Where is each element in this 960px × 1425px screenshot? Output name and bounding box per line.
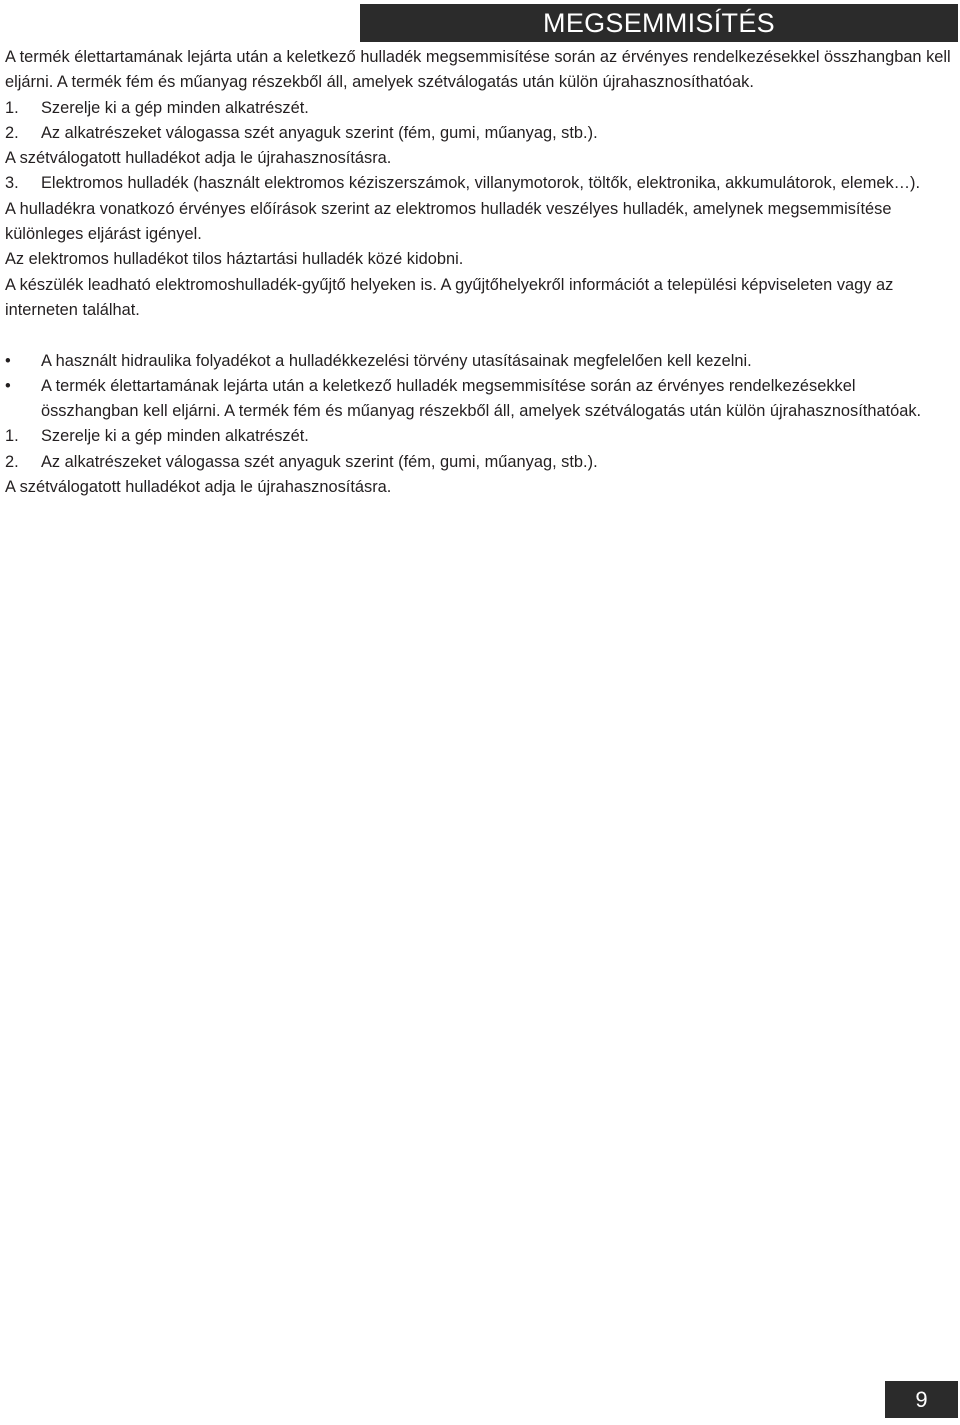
- bullet-icon: •: [5, 376, 11, 395]
- step-number: 1.: [5, 427, 19, 446]
- step-text: Szerelje ki a gép minden alkatrészét.: [41, 98, 309, 117]
- step-text: Az alkatrészeket válogassa szét anyaguk szerint (fém, gumi, műanyag, stb.).: [41, 123, 598, 142]
- step-number: 1.: [5, 98, 19, 117]
- step-text: Elektromos hulladék (használt elektromos kéziszerszámok, villanymotorok, töltők, elektronika, akkumulátorok, elemek…).: [41, 174, 921, 193]
- section-title-bar: [360, 4, 958, 42]
- step-1-repeat: [5, 424, 955, 449]
- household-paragraph: Az elektromos hulladékot tilos háztartási hulladék közé kidobni.: [5, 250, 464, 269]
- step-2: [5, 121, 955, 146]
- step-text: Szerelje ki a gép minden alkatrészét.: [41, 427, 309, 446]
- bullet-item: [5, 349, 955, 374]
- step-1: [5, 96, 955, 121]
- step-text: Az alkatrészeket válogassa szét anyaguk szerint (fém, gumi, műanyag, stb.).: [41, 452, 598, 471]
- bullet-text: A használt hidraulika folyadékot a hulladékkezelési törvény utasításainak megfelelően kell kezelni.: [41, 351, 752, 370]
- step-number: 2.: [5, 452, 19, 471]
- spacer: [5, 323, 955, 348]
- section-title: MEGSEMMISÍTÉS: [543, 7, 775, 38]
- step-number: 2.: [5, 123, 19, 142]
- step-2-repeat: [5, 450, 955, 475]
- page-number: 9: [915, 1386, 928, 1412]
- final-recycle-line: A szétválogatott hulladékot adja le újrahasznosításra.: [5, 478, 392, 497]
- bullet-text: A termék élettartamának lejárta után a keletkező hulladék megsemmisítése során az érvényes rendelkezésekkel összhangban kell eljárni. A termék fém és műanyag részekből áll, amelyek szétválogatás után külön újrahasznosíthatóak.: [41, 376, 922, 421]
- hazard-paragraph: A hulladékra vonatkozó érvényes előírások szerint az elektromos hulladék veszélyes hulladék, amelynek megsemmisítése különleges eljárást igényel.: [5, 199, 892, 244]
- page-number-box: [885, 1381, 958, 1418]
- collection-paragraph: A készülék leadható elektromoshulladék-gyűjtő helyeken is. A gyűjtőhelyekről információt a települési képviseleten vagy az interneten találhat.: [5, 275, 894, 319]
- intro-paragraph: A termék élettartamának lejárta után a keletkező hulladék megsemmisítése során az érvényes rendelkezésekkel összhangban kell eljárni. A termék fém és műanyag részekből áll, amelyek szétválogatás után külön újrahasznosíthatóak.: [5, 48, 951, 92]
- step-3: [5, 171, 955, 196]
- recycle-paragraph: A szétválogatott hulladékot adja le újrahasznosításra.: [5, 149, 392, 168]
- bullet-icon: •: [5, 351, 11, 370]
- bullet-item: [5, 374, 955, 425]
- document-body: [5, 45, 955, 500]
- step-number: 3.: [5, 174, 19, 193]
